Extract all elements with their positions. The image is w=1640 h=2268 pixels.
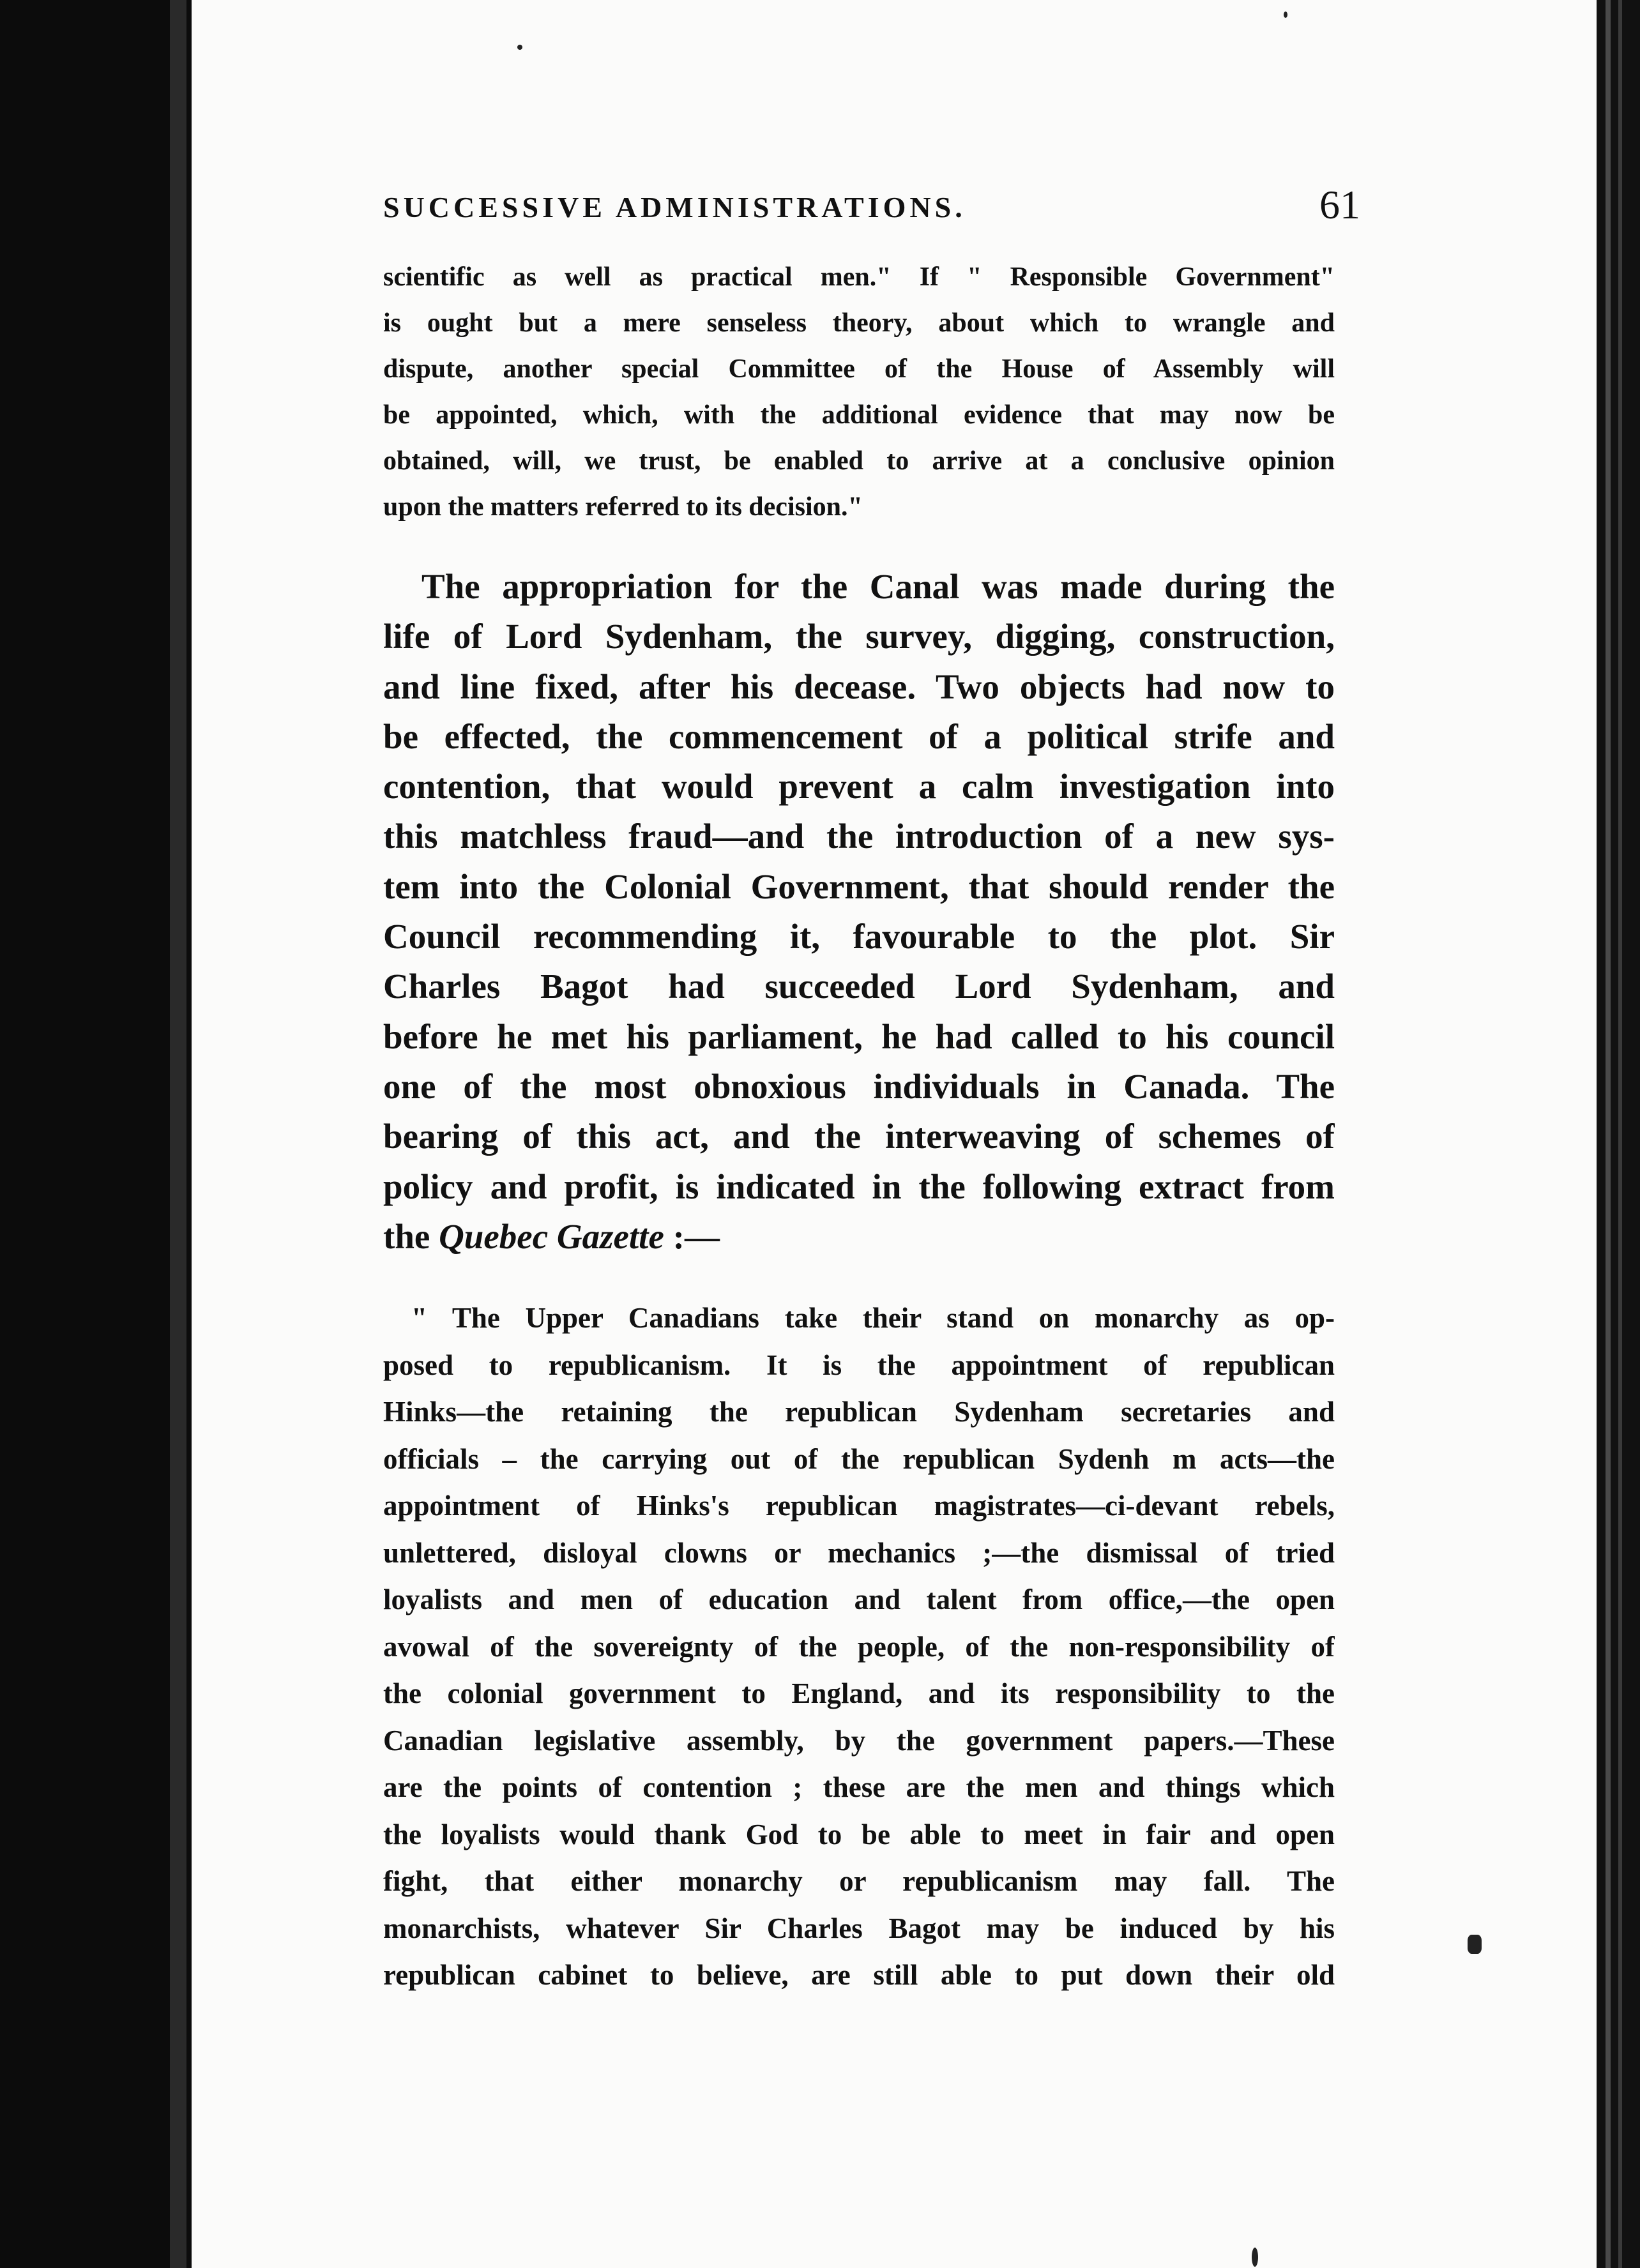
text-line: upon the matters referred to its decision." <box>383 492 863 522</box>
text-line: republican cabinet to believe, are still able to put down their old <box>383 1959 1335 1991</box>
text-line: before he met his parliament, he had called to his council <box>383 1017 1335 1056</box>
running-header <box>383 184 1360 235</box>
page-stack-stripe <box>1606 0 1611 2268</box>
text-line: and line fixed, after his decease. Two objects had now to <box>383 667 1335 706</box>
text-line: be effected, the commencement of a political strife and <box>383 716 1335 756</box>
paragraph-quote-end <box>383 254 1335 530</box>
ink-speck <box>517 45 522 50</box>
text-line: are the points of contention ; these are the men and things which <box>383 1771 1335 1803</box>
text-line: The appropriation for the Canal was made during the <box>421 567 1335 606</box>
text-line: appointment of Hinks's republican magistrates—ci-devant rebels, <box>383 1490 1335 1522</box>
ink-speck <box>1468 1935 1482 1954</box>
text-line: tem into the Colonial Government, that should render the <box>383 866 1335 906</box>
text-line: contention, that would prevent a calm investigation into <box>383 767 1335 806</box>
text-line: fight, that either monarchy or republicanism may fall. The <box>383 1865 1335 1897</box>
text-line: posed to republicanism. It is the appointment of republican <box>383 1349 1335 1381</box>
text-line: Charles Bagot had succeeded Lord Sydenham, and <box>383 967 1335 1006</box>
ink-speck <box>1284 11 1287 18</box>
text-line: one of the most obnoxious individuals in Canada. The <box>383 1066 1335 1106</box>
text-line: is ought but a mere senseless theory, about which to wrangle and <box>383 308 1335 338</box>
text-line: officials – the carrying out of the republican Sydenh m acts—the <box>383 1442 1335 1475</box>
text-line: unlettered, disloyal clowns or mechanics ;—the dismissal of tried <box>383 1536 1335 1569</box>
paragraph-main <box>383 562 1335 1262</box>
text-prefix: the <box>383 1216 439 1256</box>
text-line: the colonial government to England, and its responsibility to the <box>383 1677 1335 1709</box>
newspaper-title: Quebec Gazette <box>439 1216 664 1256</box>
text-line: the loyalists would thank God to be able to meet in fair and open <box>383 1818 1335 1850</box>
text-line: bearing of this act, and the interweaving of schemes of <box>383 1117 1335 1156</box>
page-stack-stripe <box>1618 0 1622 2268</box>
text-line: obtained, will, we trust, be enabled to arrive at a conclusive opinion <box>383 446 1335 476</box>
text-line: monarchists, whatever Sir Charles Bagot may be induced by his <box>383 1912 1335 1944</box>
text-line: Hinks—the retaining the republican Sydenham secretaries and <box>383 1396 1335 1428</box>
text-line: Canadian legislative assembly, by the government papers.—These <box>383 1724 1335 1757</box>
running-title: SUCCESSIVE ADMINISTRATIONS. <box>383 191 966 223</box>
text-line: Council recommending it, favourable to the plot. Sir <box>383 917 1335 956</box>
text-line-last <box>383 1212 1335 1262</box>
text-line: scientific as well as practical men." If " Responsible Government" <box>383 262 1335 292</box>
scan-right-edge <box>1597 0 1640 2268</box>
text-line: " The Upper Canadians take their stand on monarchy as op- <box>411 1302 1335 1334</box>
scan-left-edge <box>0 0 192 2268</box>
text-line: life of Lord Sydenham, the survey, digging, construction, <box>383 617 1335 656</box>
text-line: dispute, another special Committee of the House of Assembly will <box>383 354 1335 384</box>
page-fold-shadow <box>170 0 186 2268</box>
text-suffix: :— <box>664 1216 720 1256</box>
block-quotation <box>383 1295 1335 1999</box>
text-line: be appointed, which, with the additional evidence that may now be <box>383 400 1335 430</box>
text-line: this matchless fraud—and the introduction of a new sys- <box>383 817 1335 856</box>
text-line: loyalists and men of education and talent from office,—the open <box>383 1584 1335 1615</box>
page-number: 61 <box>1319 182 1360 227</box>
ink-speck <box>1252 2248 1258 2267</box>
text-line: policy and profit, is indicated in the following extract from <box>383 1167 1335 1206</box>
text-line: avowal of the sovereignty of the people, of the non-responsibility of <box>383 1630 1335 1663</box>
